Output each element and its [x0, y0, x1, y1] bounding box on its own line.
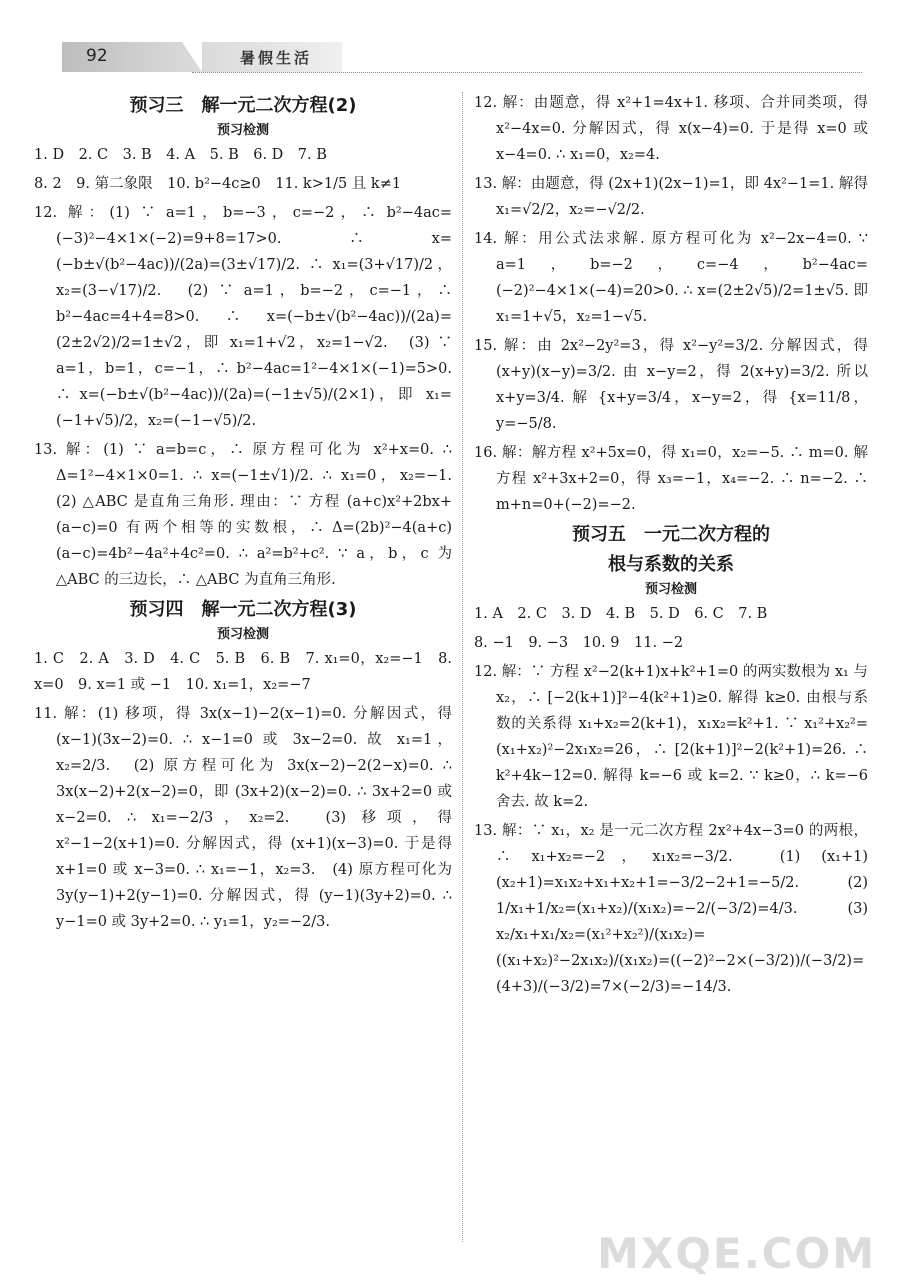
right-column — [474, 90, 868, 1003]
answer-line: 1. D 2. C 3. B 4. A 5. B 6. D 7. B — [34, 147, 327, 163]
section-subtitle-5: 预习检测 — [644, 582, 697, 597]
answer-13: 13. 解：(1) ∵ a=b=c，∴ 原方程可化为 x²+x=0. ∴ Δ=1²−4×1×0=1. ∴ x=(−1±√1)/2. ∴ x₁=0，x₂=−1. (2) △ABC 是直角三角形. 理由：∵ 方程 (a+c)x²+2bx+(a−c)=0 有两个相等的实数根，∴ Δ=(2b)²−4(a+c)(a−c)=4b²−4a²+4c²=0. ∴ a²=b²+c². ∵ a，b，c 为△ABC 的三边长，∴ △ABC 为直角三角形. — [34, 442, 467, 588]
section-subtitle-3: 预习检测 — [216, 123, 269, 138]
answer-line: 8. −1 9. −3 10. 9 11. −2 — [474, 635, 684, 651]
answer-12: 12. 解：由题意，得 x²+1=4x+1. 移项、合并同类项，得 x²−4x=0. 分解因式，得 x(x−4)=0. 于是得 x=0 或 x−4=0. ∴ x₁=0，x₂=4. — [474, 95, 868, 163]
header-tab-notch — [182, 42, 202, 72]
answer-line: 8. 2 9. 第二象限 10. b²−4c≥0 11. k>1/5 且 k≠1 — [34, 176, 402, 192]
answer-15: 15. 解：由 2x²−2y²=3，得 x²−y²=3/2. 分解因式，得 (x+y)(x−y)=3/2. 由 x−y=2，得 2(x+y)=3/2. 所以 x+y=3/4. 解 {x+y=3/4，x−y=2，得 {x=11/8，y=−5/8. — [474, 338, 868, 432]
answer-line: 1. C 2. A 3. D 4. C 5. B 6. B 7. x₁=0，x₂=−1 8. x=0 9. x=1 或 −1 10. x₁=1，x₂=−7 — [34, 651, 452, 693]
answer-14: 14. 解：用公式法求解. 原方程可化为 x²−2x−4=0. ∵ a=1，b=−2，c=−4，b²−4ac=(−2)²−4×1×(−4)=20>0. ∴ x=(2±2√5)/2=1±√5. 即 x₁=1+√5，x₂=1−√5. — [474, 231, 868, 325]
answer-12: 12. 解：(1) ∵ a=1，b=−3，c=−2，∴ b²−4ac=(−3)²−4×1×(−2)=9+8=17>0. ∴ x=(−b±√(b²−4ac))/(2a)=(3±√17)/2. ∴ x₁=(3+√17)/2，x₂=(3−√17)/2. (2) ∵ a=1，b=−2，c=−1，∴ b²−4ac=4+4=8>0. ∴ x=(−b±√(b²−4ac))/(2a)=(2±2√2)/2=1±√2，即 x₁=1+√2，x₂=1−√2. (3) ∵ a=1，b=1，c=−1，∴ b²−4ac=1²−4×1×(−1)=5>0. ∴ x=(−b±√(b²−4ac))/(2a)=(−1±√5)/(2×1)，即 x₁=(−1+√5)/2，x₂=(−1−√5)/2. — [34, 205, 452, 429]
answer-line: 1. A 2. C 3. D 4. B 5. D 6. C 7. B — [474, 606, 768, 622]
header-rule — [192, 72, 862, 73]
page-header — [62, 42, 862, 74]
section-title-5: 预习五 一元二次方程的 — [572, 524, 770, 545]
answer-13: 13. 解：∵ x₁，x₂ 是一元二次方程 2x²+4x−3=0 的两根，∴ x₁+x₂=−2，x₁x₂=−3/2. (1) (x₁+1)(x₂+1)=x₁x₂+x₁+x₂+1=−3/2−2+1=−5/2. (2) 1/x₁+1/x₂=(x₁+x₂)/(x₁x₂)=−2/(−3/2)=4/3. (3) x₂/x₁+x₁/x₂=(x₁²+x₂²)/(x₁x₂)=((x₁+x₂)²−2x₁x₂)/(x₁x₂)=((−2)²−2×(−3/2))/(−3/2)=(4+3)/(−3/2)=7×(−2/3)=−14/3. — [474, 823, 868, 995]
header-brand: 暑假生活 — [240, 49, 313, 67]
section-title-3: 预习三 解一元二次方程(2) — [129, 95, 357, 116]
column-divider — [462, 92, 463, 1242]
answer-11: 11. 解：(1) 移项，得 3x(x−1)−2(x−1)=0. 分解因式，得 (x−1)(3x−2)=0. ∴ x−1=0 或 3x−2=0. 故 x₁=1，x₂=2/3. (2) 原方程可化为 3x(x−2)−2(2−x)=0. ∴ 3x(x−2)+2(x−2)=0，即 (3x+2)(x−2)=0. ∴ 3x+2=0 或 x−2=0. ∴ x₁=−2/3，x₂=2. (3) 移项，得 x²−1−2(x+1)=0. 分解因式，得 (x+1)(x−3)=0. 于是得 x+1=0 或 x−3=0. ∴ x₁=−1，x₂=3. (4) 原方程可化为 3y(y−1)+2(y−1)=0. 分解因式，得 (y−1)(3y+2)=0. ∴ y−1=0 或 3y+2=0. ∴ y₁=1，y₂=−2/3. — [34, 706, 452, 930]
left-column — [34, 90, 467, 938]
section-title-4: 预习四 解一元二次方程(3) — [129, 599, 357, 620]
answer-12: 12. 解：∵ 方程 x²−2(k+1)x+k²+1=0 的两实数根为 x₁ 与 x₂，∴ [−2(k+1)]²−4(k²+1)≥0. 解得 k≥0. 由根与系数的关系得 x₁+x₂=2(k+1)，x₁x₂=k²+1. ∵ x₁²+x₂²=(x₁+x₂)²−2x₁x₂=26，∴ [2(k+1)]²−2(k²+1)=26. ∴ k²+4k−12=0. 解得 k=−6 或 k=2. ∵ k≥0，∴ k=−6 舍去. 故 k=2. — [474, 664, 868, 810]
section-title-5-line2: 根与系数的关系 — [608, 554, 734, 575]
answer-16: 16. 解：解方程 x²+5x=0，得 x₁=0，x₂=−5. ∴ m=0. 解方程 x²+3x+2=0，得 x₃=−1，x₄=−2. ∴ n=−2. ∴ m+n=0+(−2)=−2. — [474, 445, 868, 513]
page-number: 92 — [86, 46, 108, 66]
answer-13: 13. 解：由题意，得 (2x+1)(2x−1)=1，即 4x²−1=1. 解得 x₁=√2/2，x₂=−√2/2. — [474, 176, 868, 218]
watermark: MXQE.COM — [597, 1229, 876, 1278]
section-subtitle-4: 预习检测 — [216, 627, 269, 642]
